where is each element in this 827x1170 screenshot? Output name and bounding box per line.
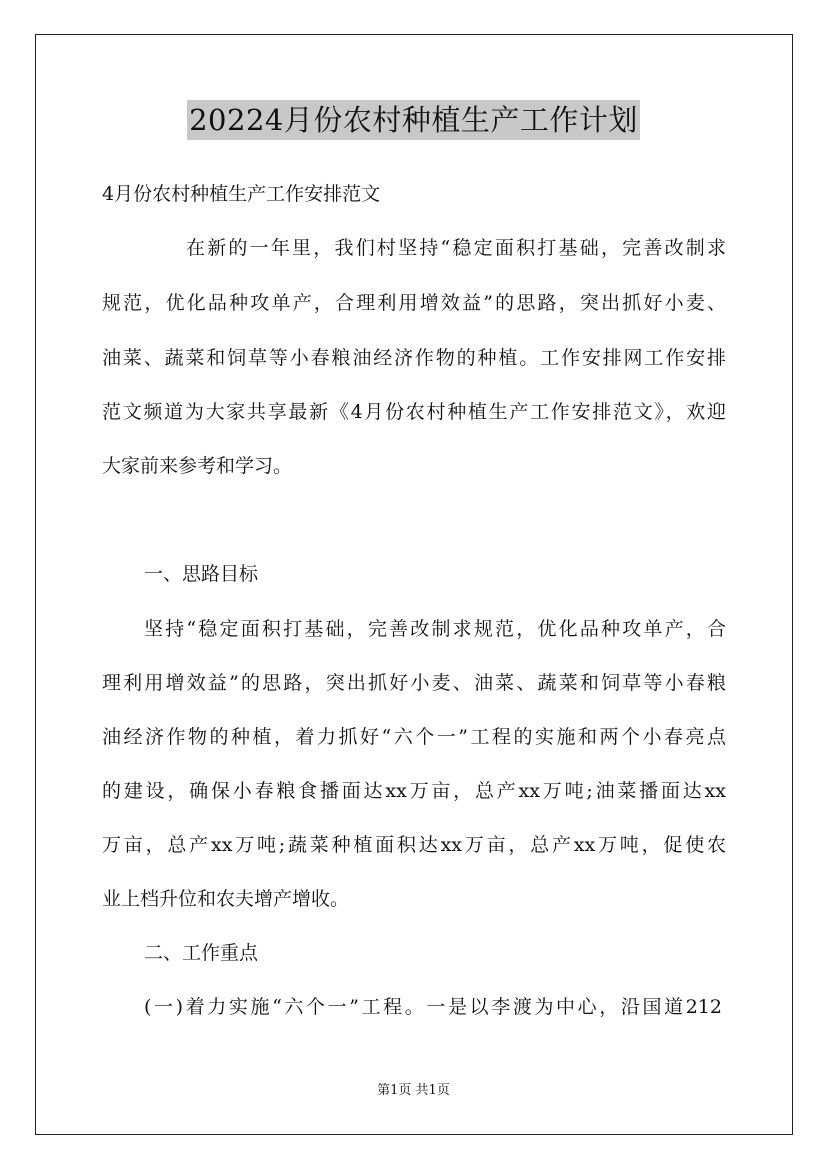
section1-line-3: 油经济作物的种植，着力抓好“六个一”工程的实施和两个小春亮点	[102, 726, 726, 748]
intro-line-1: 在新的一年里，我们村坚持“稳定面积打基础，完善改制求	[186, 237, 726, 259]
intro-line-4: 范文频道为大家共享最新《4月份农村种植生产工作安排范文》，欢迎	[102, 401, 726, 423]
section1-line-6: 业上档升位和农夫增产增收。	[102, 888, 350, 910]
document-title: 20224月份农村种植生产工作计划	[187, 100, 640, 140]
intro-line-5: 大家前来参考和学习。	[102, 455, 293, 477]
section1-line-5: 万亩，总产xx万吨;蔬菜种植面积达xx万亩，总产xx万吨，促使农	[102, 834, 726, 856]
intro-line-2: 规范，优化品种攻单产，合理利用增效益”的思路，突出抓好小麦、	[102, 292, 726, 314]
document-subtitle: 4月份农村种植生产工作安排范文	[102, 183, 381, 205]
section1-line-4: 的建设，确保小春粮食播面达xx万亩，总产xx万吨;油菜播面达xx	[102, 780, 726, 802]
intro-line-3: 油菜、蔬菜和饲草等小春粮油经济作物的种植。工作安排网工作安排	[102, 347, 726, 369]
section1-line-1: 坚持“稳定面积打基础，完善改制求规范，优化品种攻单产，合	[144, 618, 726, 640]
section2-line-1: (一)着力实施“六个一”工程。一是以李渡为中心，沿国道212	[144, 996, 722, 1018]
page-footer: 第1页 共1页	[377, 1083, 450, 1098]
section-heading-2: 二、工作重点	[144, 942, 259, 964]
section1-line-2: 理利用增效益”的思路，突出抓好小麦、油菜、蔬菜和饲草等小春粮	[102, 672, 726, 694]
section-heading-1: 一、思路目标	[144, 563, 259, 585]
title-container	[0, 100, 827, 140]
